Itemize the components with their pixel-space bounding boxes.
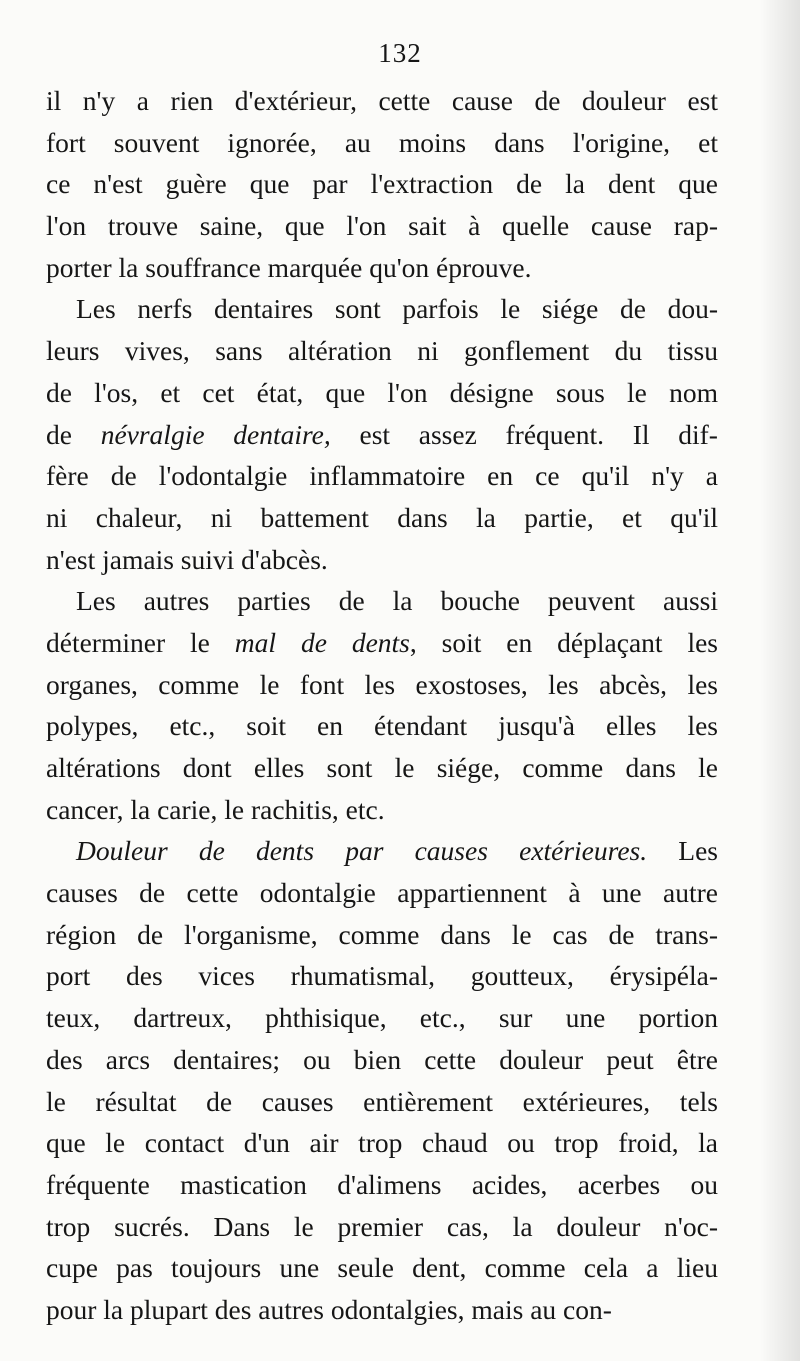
text-line xyxy=(46,247,718,289)
page-number: 132 xyxy=(378,38,422,68)
text-line xyxy=(46,789,718,831)
text-segment: de l'os, et cet état, que l'on désigne sous le nom xyxy=(46,376,718,408)
italic-text: mal de dents xyxy=(234,626,410,658)
text-segment: le résultat de causes entièrement extérieures, tels xyxy=(46,1085,718,1117)
text-line xyxy=(46,1122,718,1164)
text-segment: fréquente mastication d'alimens acides, acerbes ou xyxy=(46,1168,718,1200)
paragraph xyxy=(46,288,718,580)
text-segment: l'on trouve saine, que l'on sait à quelle cause rap- xyxy=(46,210,718,242)
text-line xyxy=(46,455,718,497)
italic-text: Douleur de dents par causes extérieures. xyxy=(76,835,648,867)
text-segment: Les nerfs dentaires sont parfois le siége de dou- xyxy=(76,293,718,325)
text-segment: déterminer le xyxy=(46,626,235,658)
text-segment: ni chaleur, ni battement dans la partie, et qu'il xyxy=(46,501,718,533)
text-segment: trop sucrés. Dans le premier cas, la douleur n'oc- xyxy=(46,1210,718,1242)
text-segment: région de l'organisme, comme dans le cas de trans- xyxy=(46,918,718,950)
text-line xyxy=(46,497,718,539)
text-line xyxy=(46,622,718,664)
text-segment: ce n'est guère que par l'extraction de la dent que xyxy=(46,168,718,200)
text-line xyxy=(46,205,718,247)
text-line xyxy=(46,1289,718,1331)
text-segment: port des vices rhumatismal, goutteux, érysipéla- xyxy=(46,960,718,992)
text-segment: fort souvent ignorée, au moins dans l'origine, et xyxy=(46,126,718,158)
text-line xyxy=(46,1206,718,1248)
text-segment: de xyxy=(46,418,101,450)
text-segment: porter la souffrance marquée qu'on éprouve. xyxy=(46,251,532,283)
text-segment: Les xyxy=(647,835,718,867)
text-line xyxy=(46,705,718,747)
text-line xyxy=(46,1039,718,1081)
text-segment: que le contact d'un air trop chaud ou trop froid, la xyxy=(46,1127,718,1159)
body-text xyxy=(46,80,718,1331)
text-line xyxy=(46,955,718,997)
paragraph xyxy=(46,80,718,288)
text-line xyxy=(46,914,718,956)
text-line xyxy=(46,664,718,706)
text-segment: est assez fréquent. Il dif- xyxy=(330,418,718,450)
text-line xyxy=(46,288,718,330)
page-edge-shadow xyxy=(760,0,800,1361)
text-line xyxy=(46,80,718,122)
text-segment: altérations dont elles sont le siége, comme dans le xyxy=(46,752,718,783)
text-segment: pour la plupart des autres odontalgies, mais au con- xyxy=(46,1293,612,1325)
text-line xyxy=(46,997,718,1039)
text-segment: organes, comme le font les exostoses, les abcès, les xyxy=(46,668,718,700)
text-line xyxy=(46,1081,718,1123)
text-line xyxy=(46,122,718,164)
text-line xyxy=(46,1247,718,1289)
text-line xyxy=(46,330,718,372)
text-line xyxy=(46,414,718,456)
text-segment: fère de l'odontalgie inflammatoire en ce qu'il n'y a xyxy=(46,460,718,492)
text-line xyxy=(46,747,718,789)
text-line xyxy=(46,539,718,581)
text-line xyxy=(46,372,718,414)
text-line xyxy=(46,163,718,205)
text-segment: cupe pas toujours une seule dent, comme cela a lieu xyxy=(46,1252,718,1284)
text-segment: Les autres parties de la bouche peuvent aussi xyxy=(76,585,718,617)
paragraph xyxy=(46,580,718,830)
text-line xyxy=(46,1164,718,1206)
paragraph xyxy=(46,830,718,1330)
text-segment: des arcs dentaires; ou bien cette douleur peut être xyxy=(46,1043,718,1075)
text-segment: n'est jamais suivi d'abcès. xyxy=(46,543,328,575)
text-segment: cancer, la carie, le rachitis, etc. xyxy=(46,793,385,825)
text-segment: , soit en déplaçant les xyxy=(409,626,718,658)
text-segment: il n'y a rien d'extérieur, cette cause de douleur est xyxy=(46,85,718,116)
text-segment: causes de cette odontalgie appartiennent à une autre xyxy=(46,877,718,909)
italic-text: névralgie dentaire, xyxy=(100,418,331,450)
text-line xyxy=(46,580,718,622)
text-segment: polypes, etc., soit en étendant jusqu'à elles les xyxy=(46,710,718,742)
text-segment: teux, dartreux, phthisique, etc., sur une portion xyxy=(46,1002,718,1034)
text-line xyxy=(46,872,718,914)
text-line xyxy=(46,830,718,872)
text-segment: leurs vives, sans altération ni gonflement du tissu xyxy=(46,335,718,367)
